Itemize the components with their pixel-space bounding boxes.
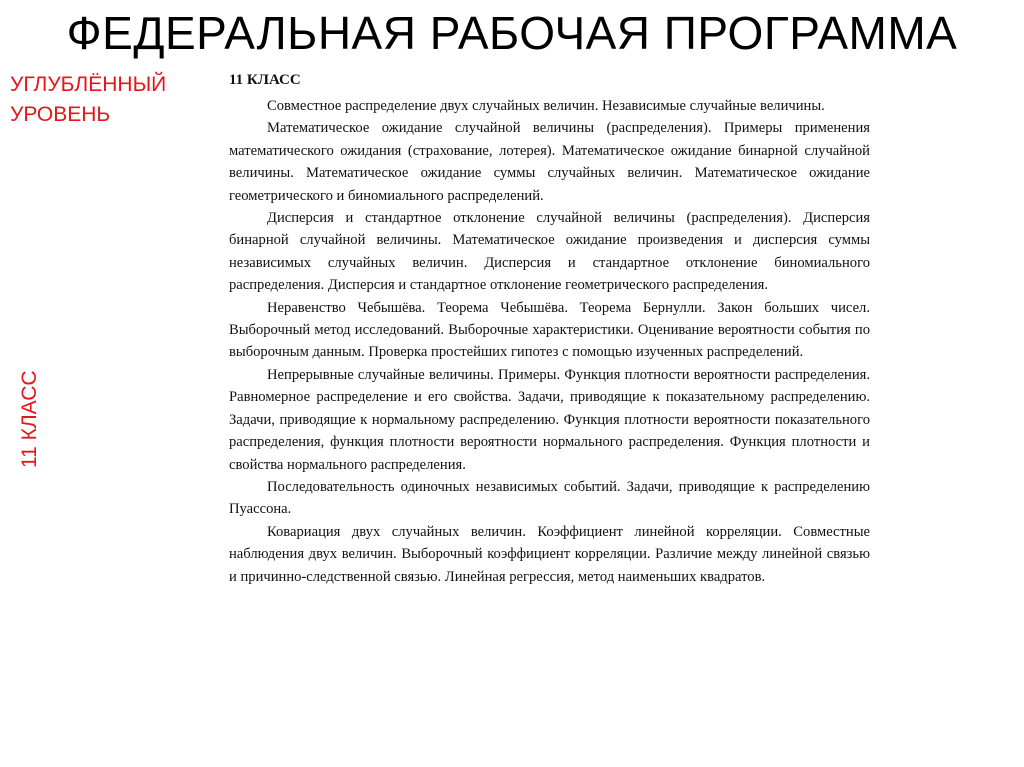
paragraph: Математическое ожидание случайной величины (распределения). Примеры применения математического ожидания (страхование, лотерея). Математическое ожидание бинарной случайной величины. Математическое ожидание суммы случайных величин. Математическое ожидание геометрического и биномиального распределений.	[229, 120, 870, 204]
paragraph: Неравенство Чебышёва. Теорема Чебышёва. Теорема Бернулли. Закон больших чисел. Выборочный метод исследований. Выборочные характеристики. Оценивание вероятности события по выборочным данным. Проверка простейших гипотез с помощью изученных распределений.	[229, 299, 870, 361]
side-grade-label: 11 КЛАСС	[18, 370, 41, 468]
level-label	[10, 70, 166, 130]
paragraph: Ковариация двух случайных величин. Коэффициент линейной корреляции. Совместные наблюдения двух величин. Выборочный коэффициент корреляции. Различие между линейной связью и причинно-следственной связью. Линейная регрессия, метод наименьших квадратов.	[229, 523, 870, 585]
paragraph: Дисперсия и стандартное отклонение случайной величины (распределения). Дисперсия бинарной случайной величины. Математическое ожидание произведения и дисперсия суммы независимых случайных величин. Дисперсия и стандартное отклонение биномиального распределения. Дисперсия и стандартное отклонение геометрического распределения.	[229, 210, 870, 294]
level-label-line1: УГЛУБЛЁННЫЙ	[10, 73, 167, 96]
slide-title: ФЕДЕРАЛЬНАЯ РАБОЧАЯ ПРОГРАММА	[66, 7, 958, 59]
program-document	[229, 72, 870, 588]
paragraph: Последовательность одиночных независимых событий. Задачи, приводящие к распределению Пуассона.	[229, 478, 870, 518]
document-heading: 11 КЛАСС	[229, 72, 301, 88]
level-label-line2: УРОВЕНЬ	[10, 103, 111, 126]
paragraph: Непрерывные случайные величины. Примеры. Функция плотности вероятности распределения. Равномерное распределение и его свойства. Задачи, приводящие к показательному распределению. Задачи, приводящие к нормальному распределению. Функция плотности вероятности показательного распределения, функция плотности вероятности нормального распределения. Функция плотности и свойства нормального распределения.	[229, 366, 870, 473]
paragraph: Совместное распределение двух случайных величин. Независимые случайные величины.	[267, 98, 825, 114]
